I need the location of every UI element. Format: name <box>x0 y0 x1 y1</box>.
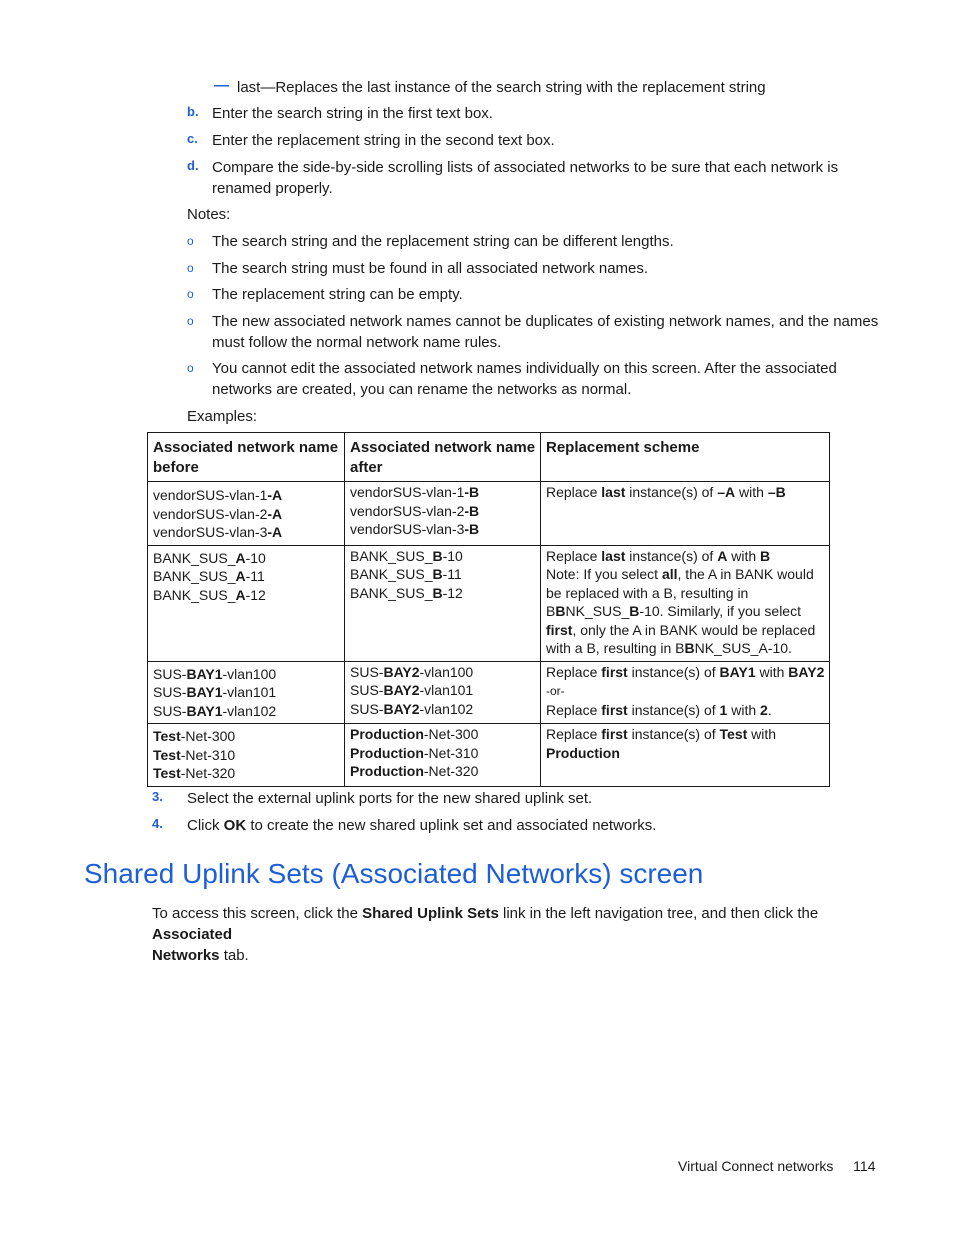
cell-before <box>148 482 345 546</box>
step-d-line-2: renamed properly. <box>212 180 333 197</box>
network-name: BANK_SUS_A-12 <box>153 586 266 603</box>
table-row <box>148 545 830 661</box>
header-after: Associated network name after <box>345 433 541 482</box>
step-d-line-1: Compare the side-by-side scrolling lists of associated networks to be sure that each network is <box>212 159 839 176</box>
step-b-text: Enter the search string in the first text box. <box>212 105 493 122</box>
cell-scheme: Replace last instance(s) of –A with –B <box>541 482 830 546</box>
cell-scheme: Replace first instance(s) of Test with Production <box>541 724 830 787</box>
note-item: The search string must be found in all associated network names. <box>212 260 649 277</box>
note-item <box>212 358 837 400</box>
last-option-description: last—Replaces the last instance of the search string with the replacement string <box>237 79 766 96</box>
step-d-text <box>212 157 838 199</box>
step-marker-b: b. <box>187 104 199 119</box>
note-line-2: networks are created, you can rename the networks as normal. <box>212 381 632 398</box>
bullet-icon: o <box>187 361 194 375</box>
cell-before <box>148 724 345 787</box>
bullet-icon: o <box>187 261 194 275</box>
bullet-icon: o <box>187 287 194 301</box>
cell-scheme: Replace last instance(s) of A with B Note: If you select all, the A in BANK would be replaced with a B, resulting in BBNK_SUS_B-10. Similarly, if you select first, only the A in BANK would be replaced with a B, resulting in BBNK_SUS_A-10. <box>541 545 830 661</box>
step-3-text: Select the external uplink ports for the new shared uplink set. <box>187 790 593 807</box>
footer-section: Virtual Connect networks <box>678 1158 834 1174</box>
network-name: vendorSUS-vlan-1-A <box>153 487 283 503</box>
header-before: Associated network name before <box>148 433 345 482</box>
table-row <box>148 724 830 787</box>
table-row <box>148 661 830 724</box>
access-instructions: To access this screen, click the Shared Uplink Sets link in the left navigation tree, and then click the Associated Networks tab. <box>152 905 819 964</box>
section-heading: Shared Uplink Sets (Associated Networks) screen <box>84 858 704 889</box>
cell-after <box>345 724 541 787</box>
network-name: vendorSUS-vlan-3-B <box>350 521 480 537</box>
bullet-icon: o <box>187 314 194 328</box>
step-marker-3: 3. <box>152 789 163 804</box>
network-name: BANK_SUS_B-10 <box>350 547 463 564</box>
page-footer <box>678 1158 875 1174</box>
note-item <box>212 311 878 353</box>
cell-after <box>345 661 541 724</box>
network-name: Production-Net-320 <box>350 763 479 779</box>
network-name: Production-Net-300 <box>350 726 479 742</box>
network-name: vendorSUS-vlan-3-A <box>153 524 283 540</box>
network-name: SUS-BAY1-vlan100 <box>153 665 277 682</box>
note-line-1: You cannot edit the associated network names individually on this screen. After the associated <box>212 360 837 377</box>
notes-label: Notes: <box>187 206 231 223</box>
network-name: vendorSUS-vlan-1-B <box>350 484 480 500</box>
cell-scheme: Replace first instance(s) of BAY1 with BAY2 -or- Replace first instance(s) of 1 with 2. <box>541 661 830 724</box>
cell-after <box>345 545 541 661</box>
network-name: SUS-BAY1-vlan101 <box>153 684 277 700</box>
network-name: SUS-BAY2-vlan102 <box>350 700 474 717</box>
step-marker-4: 4. <box>152 816 163 831</box>
network-name: Production-Net-310 <box>350 744 479 761</box>
note-item: The search string and the replacement string can be different lengths. <box>212 233 674 250</box>
examples-label: Examples: <box>187 408 258 425</box>
ok-label: OK <box>223 817 247 834</box>
network-name: BANK_SUS_A-10 <box>153 549 266 566</box>
step-marker-c: c. <box>187 131 198 146</box>
network-name: BANK_SUS_B-11 <box>350 566 462 582</box>
examples-table <box>147 432 830 787</box>
network-name: vendorSUS-vlan-2-B <box>350 502 480 519</box>
step-4-text: Click OK to create the new shared uplink set and associated networks. <box>187 817 657 834</box>
note-line-1: The new associated network names cannot be duplicates of existing network names, and the names <box>212 313 879 330</box>
cell-after <box>345 482 541 546</box>
page-number: 114 <box>853 1158 876 1174</box>
network-name: vendorSUS-vlan-2-A <box>153 505 283 522</box>
network-name: BANK_SUS_A-11 <box>153 568 265 584</box>
network-name: BANK_SUS_B-12 <box>350 584 463 601</box>
cell-before <box>148 545 345 661</box>
table-row <box>148 482 830 546</box>
network-name: Test-Net-300 <box>153 728 236 744</box>
cell-before <box>148 661 345 724</box>
network-name: SUS-BAY2-vlan101 <box>350 682 474 698</box>
network-name: SUS-BAY2-vlan100 <box>350 663 474 680</box>
table-header-row <box>148 433 830 482</box>
network-name: SUS-BAY1-vlan102 <box>153 702 277 719</box>
step-marker-d: d. <box>187 158 199 173</box>
bullet-icon: o <box>187 234 194 248</box>
network-name: Test-Net-310 <box>153 746 236 763</box>
network-name: Test-Net-320 <box>153 765 236 781</box>
dash-marker: — <box>214 77 229 94</box>
step-c-text: Enter the replacement string in the second text box. <box>212 132 555 149</box>
note-line-2: must follow the normal network name rules. <box>212 334 502 351</box>
header-scheme: Replacement scheme <box>541 433 830 482</box>
note-item: The replacement string can be empty. <box>212 286 463 303</box>
